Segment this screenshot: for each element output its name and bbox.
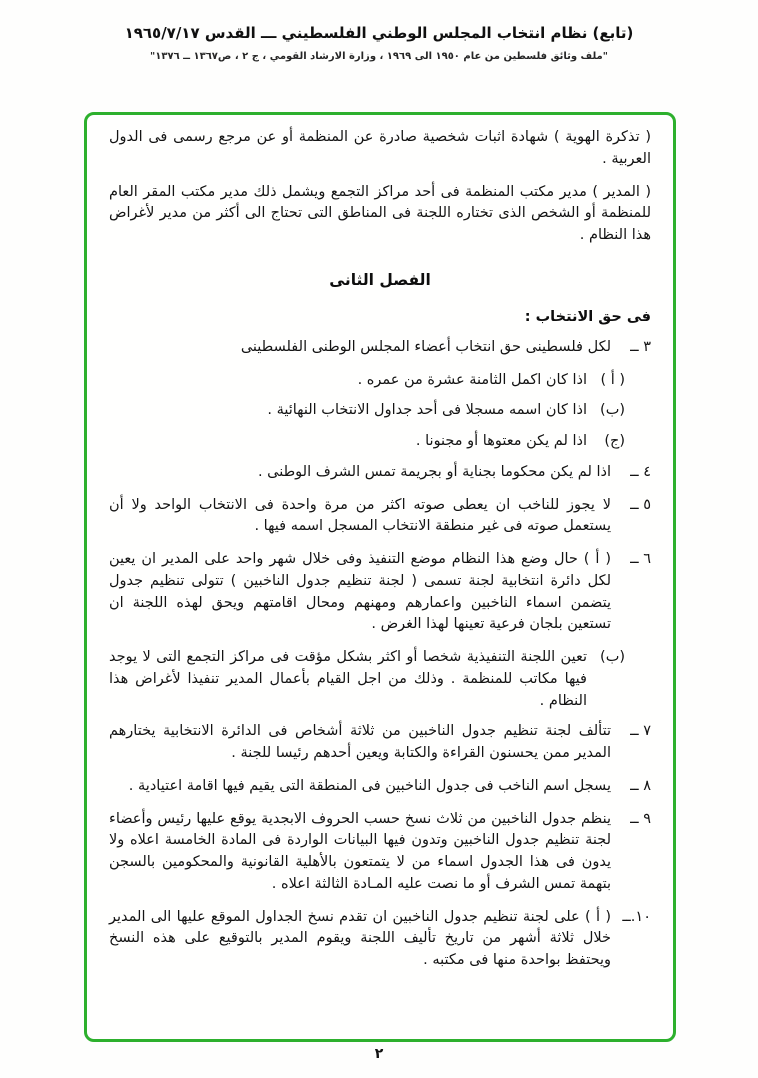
article-3-text: لكل فلسطينى حق انتخاب أعضاء المجلس الوطنى الفلسطينى xyxy=(240,338,611,355)
article-7-text: تتألف لجنة تنظيم جدول الناخبين من ثلاثة أشخاص فى الدائرة الانتخابية يختارهم المدير ممن يحسنون القراءة والكتابة ويعين أحدهم رئيسا للجنة . xyxy=(109,723,611,761)
article-3-sub-a-marker: ( أ ) xyxy=(600,371,625,388)
article-5-number: ٥ ــ xyxy=(630,496,651,513)
article-6-sub-b-text: تعين اللجنة التنفيذية شخصا أو اكثر بشكل مؤقت فى مراكز التجمع التى لا يوجد فيها مكاتب للمنظمة . وذلك من اجل القيام بأعمال المدير تنفيذا لأغراض هذا النظام . xyxy=(109,649,587,709)
article-8 xyxy=(109,776,651,798)
article-10 xyxy=(109,907,651,972)
definition-director: ( المدير ) مدير مكتب المنظمة فى أحد مراكز التجمع ويشمل ذلك مدير مكتب المقر العام للمنظمة أو الشخص الذى تختاره اللجنة فى المناطق التى تحتاج الى أكثر من مدير لأغراض هذا النظام . xyxy=(109,183,651,243)
article-4 xyxy=(109,462,651,484)
article-3-sub-c-marker: (ج) xyxy=(604,433,625,449)
article-6-sub-b-marker: (ب) xyxy=(600,649,625,665)
section-heading: فى حق الانتخاب : xyxy=(524,308,651,325)
article-8-number: ٨ ــ xyxy=(630,777,651,794)
article-5 xyxy=(109,495,651,539)
article-5-text: لا يجوز للناخب ان يعطى صوته اكثر من مرة واحدة فى الانتخاب الواحد ولا أن يستعمل صوته فى غير منطقة الانتخاب المسجل اسمه فيها . xyxy=(109,496,611,535)
article-9 xyxy=(109,809,651,896)
article-6 xyxy=(109,549,651,636)
article-4-number: ٤ ــ xyxy=(630,463,651,480)
article-3-sub-b xyxy=(109,400,625,422)
article-7 xyxy=(109,721,651,765)
article-3-sub-c xyxy=(109,431,625,453)
article-3-sub-c-text: اذا لم يكن معتوها أو مجنونا . xyxy=(415,433,587,449)
document-frame xyxy=(84,112,676,1042)
article-3-number: ٣ ــ xyxy=(630,338,651,355)
article-9-number: ٩ ــ xyxy=(630,810,651,827)
document-title: (تابع) نظام انتخاب المجلس الوطني الفلسطيني ـــ القدس ١٩٦٥/٧/١٧ xyxy=(124,24,634,42)
article-3-sub-a-text: اذا كان اكمل الثامنة عشرة من عمره . xyxy=(357,371,587,388)
chapter-heading: الفصل الثانى xyxy=(329,270,431,289)
article-7-number: ٧ ــ xyxy=(630,723,651,740)
article-3-sub-b-text: اذا كان اسمه مسجلا فى أحد جداول الانتخاب النهائية . xyxy=(267,402,587,419)
article-9-text: ينظم جدول الناخبين من ثلاث نسخ حسب الحروف الابجدية يوقع عليها رئيس وأعضاء لجنة تنظيم جدول الناخبين وتدون فيها البيانات الواردة فى المادة الخامسة اعلاه ولا يدون فى هذا الجدول اسماء من لا يتمتعون بالأهلية القانونية والمحكومين بالسجن بتهمة تمس الشرف أو ما نصت عليه المـادة الثالثة اعلاه . xyxy=(109,810,611,892)
article-10-text: ( أ ) على لجنة تنظيم جدول الناخبين ان تقدم نسخ الجداول الموقع عليها الى المدير خلال ثلاثة أشهر من تاريخ تأليف اللجنة ويقوم المدير بالتوقيع على هذه النسخ ويحتفظ بواحدة منها فى مكتبه . xyxy=(109,908,611,968)
page-header xyxy=(0,0,758,62)
article-6-text: ( أ ) حال وضع هذا النظام موضع التنفيذ وفى خلال شهر واحد على المدير ان يعين لكل دائرة انتخابية لجنة تسمى ( لجنة تنظيم جدول الناخبين ) تتولى تنظيم جدول يتضمن اسماء الناخبين واعمارهم ومهنهم ومحال اقامتهم ويحق لهذه اللجنة ان تستعين بلجان فرعية تعينها لهذا الغرض . xyxy=(109,551,611,633)
article-10-number: ١٠.ــ xyxy=(622,908,651,925)
article-8-text: يسجل اسم الناخب فى جدول الناخبين فى المنطقة التى يقيم فيها اقامة اعتيادية . xyxy=(128,777,611,794)
article-6-number: ٦ ــ xyxy=(630,551,651,567)
article-6-sub-b xyxy=(109,647,625,712)
article-3-sub-a xyxy=(109,370,625,392)
page-number: ٢ xyxy=(374,1046,384,1062)
article-3-sub-b-marker: (ب) xyxy=(600,402,625,419)
article-4-text: اذا لم يكن محكوما بجناية أو بجريمة تمس الشرف الوطنى . xyxy=(257,463,611,480)
definition-identity-card: ( تذكرة الهوية ) شهادة اثبات شخصية صادرة عن المنظمة أو عن مرجع رسمى فى الدول العربية . xyxy=(109,129,651,167)
article-3 xyxy=(109,337,651,359)
source-citation: "ملف وثائق فلسطين من عام ١٩٥٠ الى ١٩٦٩ ، وزارة الارشاد القومي ، ج ٢ ، ص١٣٦٧ ــ ١٣٧٦" xyxy=(150,51,608,62)
